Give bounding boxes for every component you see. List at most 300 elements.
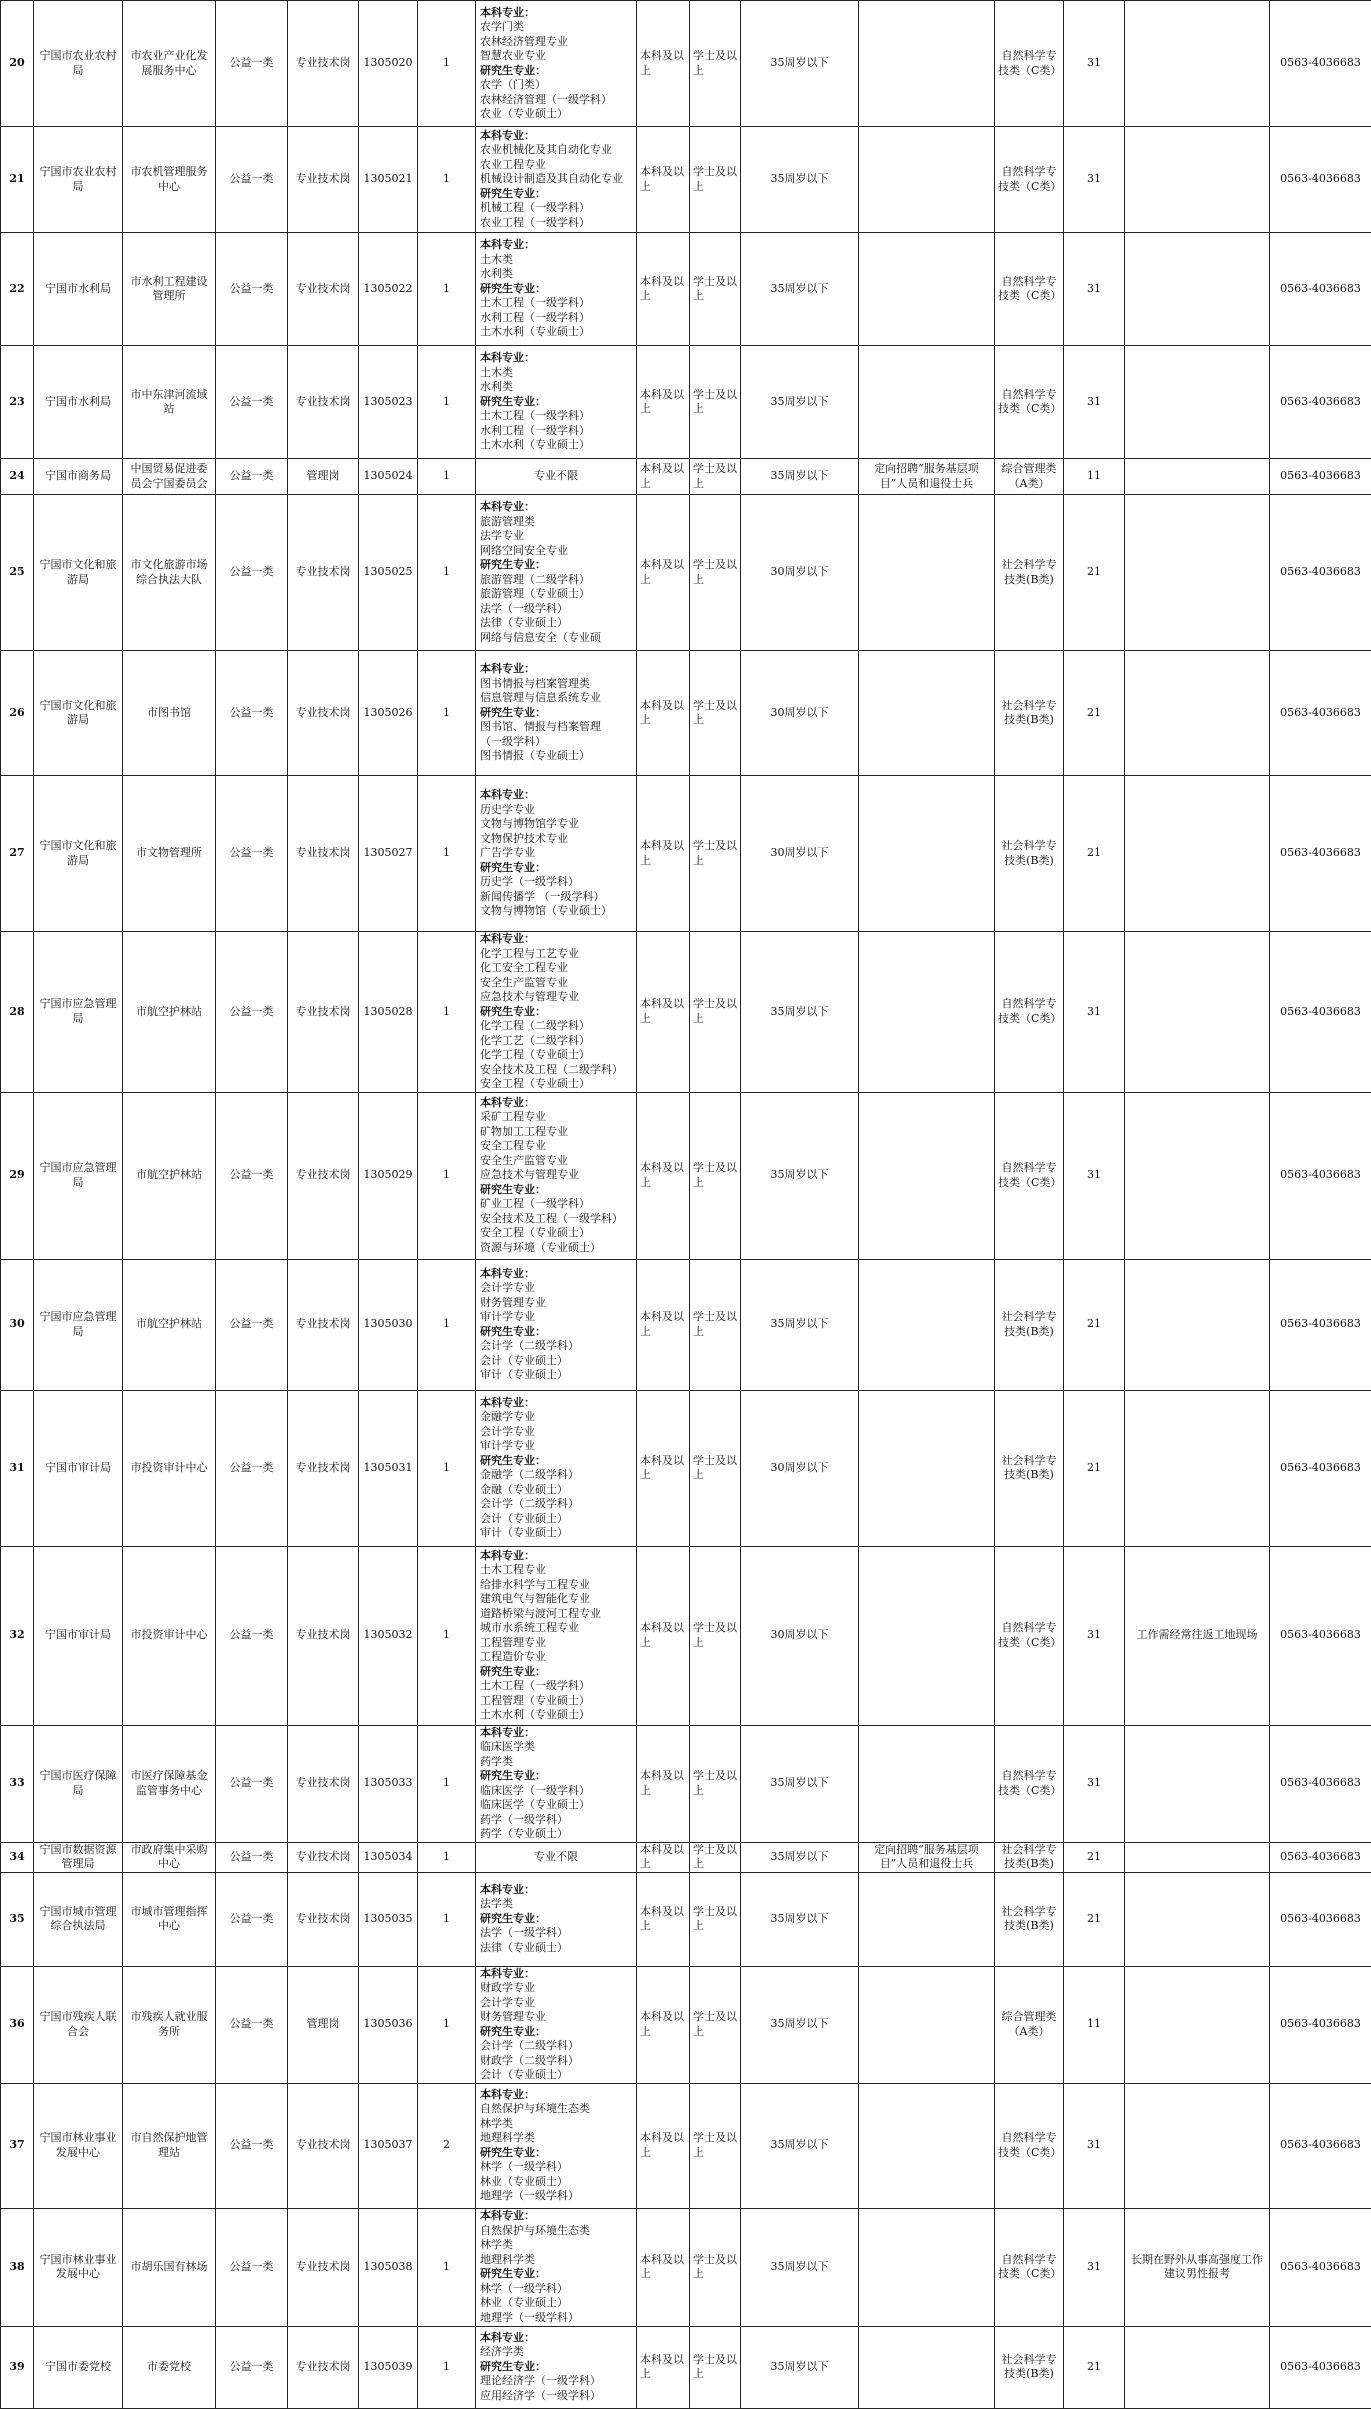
headcount-cell: 1 xyxy=(418,1725,476,1842)
major-line: 审计学专业 xyxy=(480,1439,633,1454)
other-requirement-cell xyxy=(859,1966,995,2083)
major-cell: 专业不限 xyxy=(476,1842,637,1872)
row-number: 30 xyxy=(1,1259,34,1390)
education-cell: 本科及以上 xyxy=(637,233,690,346)
exam-code-cell: 21 xyxy=(1064,1390,1125,1546)
unit-type-cell: 公益一类 xyxy=(216,2083,288,2208)
major-line: 研究生专业： xyxy=(480,64,633,79)
post-type-cell: 专业技术岗 xyxy=(288,1,359,127)
unit-type-cell: 公益一类 xyxy=(216,1,288,127)
row-number: 32 xyxy=(1,1546,34,1725)
major-line: 研究生专业： xyxy=(480,1769,633,1784)
age-cell: 35周岁以下 xyxy=(741,1842,859,1872)
major-cell xyxy=(476,1,637,127)
exam-category-cell: 自然科学专技类（C类） xyxy=(995,1725,1064,1842)
phone-cell: 0563-4036683 xyxy=(1270,1725,1371,1842)
major-line: 应用经济学（一级学科） xyxy=(480,2389,633,2404)
unit-type-cell: 公益一类 xyxy=(216,127,288,233)
major-line: 旅游管理（专业硕士） xyxy=(480,587,633,602)
age-cell: 30周岁以下 xyxy=(741,776,859,932)
exam-category-cell: 社会科学专技类(B类) xyxy=(995,1259,1064,1390)
post-type-cell: 管理岗 xyxy=(288,1966,359,2083)
headcount-cell: 1 xyxy=(418,459,476,495)
education-cell: 本科及以上 xyxy=(637,1842,690,1872)
exam-category-cell: 自然科学专技类（C类） xyxy=(995,932,1064,1093)
row-number: 36 xyxy=(1,1966,34,2083)
major-line: 安全技术及工程（二级学科） xyxy=(480,1063,633,1078)
headcount-cell: 1 xyxy=(418,776,476,932)
post-code-cell: 1305031 xyxy=(359,1390,418,1546)
major-line: 水利工程（一级学科） xyxy=(480,311,633,326)
major-line: 广告学专业 xyxy=(480,846,633,861)
major-line: 会计学（二级学科） xyxy=(480,1497,633,1512)
major-line: 会计学专业 xyxy=(480,1425,633,1440)
major-line: 化学工艺（二级学科） xyxy=(480,1034,633,1049)
note-cell: 工作需经常往返工地现场 xyxy=(1125,1546,1270,1725)
headcount-cell: 1 xyxy=(418,1259,476,1390)
major-line: 采矿工程专业 xyxy=(480,1110,633,1125)
major-line: 研究生专业： xyxy=(480,558,633,573)
major-line: 农学（门类） xyxy=(480,78,633,93)
age-cell: 35周岁以下 xyxy=(741,2208,859,2326)
major-line: 旅游管理（二级学科） xyxy=(480,573,633,588)
headcount-cell: 1 xyxy=(418,1546,476,1725)
table-row xyxy=(1,2083,1371,2208)
exam-code-cell: 31 xyxy=(1064,2083,1125,2208)
age-cell: 30周岁以下 xyxy=(741,1546,859,1725)
major-line: 工程管理（专业硕士） xyxy=(480,1694,633,1709)
table-row xyxy=(1,2326,1371,2408)
post-type-cell: 专业技术岗 xyxy=(288,651,359,776)
age-cell: 30周岁以下 xyxy=(741,651,859,776)
age-cell: 35周岁以下 xyxy=(741,1259,859,1390)
department-cell: 宁国市农业农村局 xyxy=(34,1,123,127)
post-type-cell: 专业技术岗 xyxy=(288,1546,359,1725)
education-cell: 本科及以上 xyxy=(637,1966,690,2083)
other-requirement-cell xyxy=(859,651,995,776)
other-requirement-cell xyxy=(859,495,995,651)
major-line: 研究生专业： xyxy=(480,395,633,410)
note-cell xyxy=(1125,1872,1270,1966)
major-line: 法律（专业硕士） xyxy=(480,1941,633,1956)
post-code-cell: 1305027 xyxy=(359,776,418,932)
unit-type-cell: 公益一类 xyxy=(216,1390,288,1546)
unit-cell: 市城市管理指挥中心 xyxy=(123,1872,216,1966)
major-line: 网络与信息安全（专业硕 xyxy=(480,631,633,646)
major-line: 土木工程专业 xyxy=(480,1563,633,1578)
major-line: 图书情报（专业硕士） xyxy=(480,749,633,764)
unit-cell: 市医疗保障基金监管事务中心 xyxy=(123,1725,216,1842)
education-cell: 本科及以上 xyxy=(637,651,690,776)
degree-cell: 学士及以上 xyxy=(690,127,741,233)
degree-cell: 学士及以上 xyxy=(690,1546,741,1725)
post-code-cell: 1305033 xyxy=(359,1725,418,1842)
post-type-cell: 专业技术岗 xyxy=(288,2326,359,2408)
unit-cell: 中国贸易促进委员会宁国委员会 xyxy=(123,459,216,495)
major-cell xyxy=(476,1390,637,1546)
note-cell xyxy=(1125,127,1270,233)
age-cell: 35周岁以下 xyxy=(741,2083,859,2208)
major-line: （一级学科） xyxy=(480,735,633,750)
major-line: 会计学专业 xyxy=(480,1996,633,2011)
post-type-cell: 专业技术岗 xyxy=(288,2083,359,2208)
education-cell: 本科及以上 xyxy=(637,346,690,459)
post-type-cell: 专业技术岗 xyxy=(288,1092,359,1259)
major-line: 工程造价专业 xyxy=(480,1650,633,1665)
major-line: 安全工程（专业硕士） xyxy=(480,1226,633,1241)
major-cell xyxy=(476,495,637,651)
education-cell: 本科及以上 xyxy=(637,127,690,233)
major-line: 本科专业： xyxy=(480,500,633,515)
major-line: 机械设计制造及其自动化专业 xyxy=(480,172,633,187)
major-line: 安全生产监管专业 xyxy=(480,1154,633,1169)
post-code-cell: 1305022 xyxy=(359,233,418,346)
row-number: 39 xyxy=(1,2326,34,2408)
phone-cell: 0563-4036683 xyxy=(1270,233,1371,346)
major-line: 本科专业： xyxy=(480,351,633,366)
table-row xyxy=(1,1725,1371,1842)
department-cell: 宁国市文化和旅游局 xyxy=(34,651,123,776)
table-row xyxy=(1,346,1371,459)
row-number: 37 xyxy=(1,2083,34,2208)
phone-cell: 0563-4036683 xyxy=(1270,459,1371,495)
age-cell: 35周岁以下 xyxy=(741,1966,859,2083)
major-line: 会计（专业硕士） xyxy=(480,1354,633,1369)
exam-category-cell: 社会科学专技类(B类) xyxy=(995,1842,1064,1872)
post-type-cell: 专业技术岗 xyxy=(288,1259,359,1390)
exam-code-cell: 31 xyxy=(1064,1092,1125,1259)
exam-category-cell: 自然科学专技类（C类） xyxy=(995,233,1064,346)
major-line: 林业（专业硕士） xyxy=(480,2296,633,2311)
headcount-cell: 2 xyxy=(418,2083,476,2208)
major-line: 会计学专业 xyxy=(480,1281,633,1296)
major-line: 财政学专业 xyxy=(480,1981,633,1996)
post-code-cell: 1305024 xyxy=(359,459,418,495)
major-line: 本科专业： xyxy=(480,662,633,677)
major-line: 土木工程（一级学科） xyxy=(480,409,633,424)
major-line: 地理科学类 xyxy=(480,2131,633,2146)
exam-code-cell: 31 xyxy=(1064,346,1125,459)
unit-cell: 市文化旅游市场综合执法大队 xyxy=(123,495,216,651)
major-line: 化学工程（专业硕士） xyxy=(480,1048,633,1063)
headcount-cell: 1 xyxy=(418,1842,476,1872)
education-cell: 本科及以上 xyxy=(637,2326,690,2408)
note-cell xyxy=(1125,1,1270,127)
major-cell xyxy=(476,651,637,776)
degree-cell: 学士及以上 xyxy=(690,932,741,1093)
note-cell xyxy=(1125,346,1270,459)
major-cell xyxy=(476,2326,637,2408)
major-line: 安全技术及工程（一级学科） xyxy=(480,1212,633,1227)
unit-type-cell: 公益一类 xyxy=(216,2208,288,2326)
other-requirement-cell: 定向招聘“服务基层项目”人员和退役士兵 xyxy=(859,1842,995,1872)
major-line: 文物与博物馆（专业硕士） xyxy=(480,904,633,919)
headcount-cell: 1 xyxy=(418,651,476,776)
major-line: 理论经济学（一级学科） xyxy=(480,2374,633,2389)
exam-code-cell: 31 xyxy=(1064,932,1125,1093)
exam-code-cell: 31 xyxy=(1064,1,1125,127)
post-type-cell: 专业技术岗 xyxy=(288,1725,359,1842)
headcount-cell: 1 xyxy=(418,1390,476,1546)
major-line: 安全工程专业 xyxy=(480,1139,633,1154)
headcount-cell: 1 xyxy=(418,2326,476,2408)
major-line: 本科专业： xyxy=(480,932,633,947)
table-row xyxy=(1,1872,1371,1966)
headcount-cell: 1 xyxy=(418,1966,476,2083)
table-row xyxy=(1,233,1371,346)
age-cell: 35周岁以下 xyxy=(741,1872,859,1966)
major-line: 林学类 xyxy=(480,2238,633,2253)
note-cell xyxy=(1125,233,1270,346)
age-cell: 35周岁以下 xyxy=(741,1,859,127)
degree-cell: 学士及以上 xyxy=(690,1092,741,1259)
department-cell: 宁国市审计局 xyxy=(34,1546,123,1725)
post-type-cell: 专业技术岗 xyxy=(288,127,359,233)
department-cell: 宁国市应急管理局 xyxy=(34,1259,123,1390)
row-number: 27 xyxy=(1,776,34,932)
exam-code-cell: 21 xyxy=(1064,651,1125,776)
exam-category-cell: 自然科学专技类（C类） xyxy=(995,1,1064,127)
education-cell: 本科及以上 xyxy=(637,932,690,1093)
education-cell: 本科及以上 xyxy=(637,776,690,932)
major-line: 金融（专业硕士） xyxy=(480,1483,633,1498)
major-line: 会计学（二级学科） xyxy=(480,1339,633,1354)
major-line: 临床医学类 xyxy=(480,1740,633,1755)
major-line: 药学类 xyxy=(480,1755,633,1770)
unit-cell: 市航空护林站 xyxy=(123,932,216,1093)
other-requirement-cell xyxy=(859,776,995,932)
note-cell xyxy=(1125,932,1270,1093)
exam-code-cell: 31 xyxy=(1064,2208,1125,2326)
row-number: 35 xyxy=(1,1872,34,1966)
other-requirement-cell xyxy=(859,1872,995,1966)
exam-category-cell: 自然科学专技类（C类） xyxy=(995,1546,1064,1725)
major-line: 自然保护与环境生态类 xyxy=(480,2102,633,2117)
major-cell xyxy=(476,1546,637,1725)
post-type-cell: 专业技术岗 xyxy=(288,1842,359,1872)
post-code-cell: 1305035 xyxy=(359,1872,418,1966)
unit-cell: 市胡乐国有林场 xyxy=(123,2208,216,2326)
other-requirement-cell xyxy=(859,233,995,346)
unit-cell: 市文物管理所 xyxy=(123,776,216,932)
table-row xyxy=(1,1390,1371,1546)
major-line: 土木水利（专业硕士） xyxy=(480,325,633,340)
major-line: 地理学（一级学科） xyxy=(480,2189,633,2204)
phone-cell: 0563-4036683 xyxy=(1270,346,1371,459)
headcount-cell: 1 xyxy=(418,127,476,233)
major-line: 历史学专业 xyxy=(480,803,633,818)
table-row xyxy=(1,1966,1371,2083)
exam-code-cell: 31 xyxy=(1064,233,1125,346)
major-line: 会计学（二级学科） xyxy=(480,2039,633,2054)
major-line: 自然保护与环境生态类 xyxy=(480,2224,633,2239)
unit-cell: 市投资审计中心 xyxy=(123,1390,216,1546)
major-line: 本科专业： xyxy=(480,6,633,21)
note-cell xyxy=(1125,1966,1270,2083)
exam-category-cell: 自然科学专技类（C类） xyxy=(995,1092,1064,1259)
other-requirement-cell xyxy=(859,932,995,1093)
note-cell xyxy=(1125,495,1270,651)
major-line: 地理学（一级学科） xyxy=(480,2311,633,2326)
phone-cell: 0563-4036683 xyxy=(1270,2326,1371,2408)
major-line: 本科专业： xyxy=(480,1396,633,1411)
education-cell: 本科及以上 xyxy=(637,1259,690,1390)
unit-type-cell: 公益一类 xyxy=(216,1259,288,1390)
major-line: 药学（一级学科） xyxy=(480,1813,633,1828)
major-line: 农业工程专业 xyxy=(480,158,633,173)
unit-cell: 市中东津河流域站 xyxy=(123,346,216,459)
major-line: 临床医学（专业硕士） xyxy=(480,1798,633,1813)
age-cell: 30周岁以下 xyxy=(741,495,859,651)
department-cell: 宁国市林业事业发展中心 xyxy=(34,2083,123,2208)
major-line: 水利类 xyxy=(480,267,633,282)
major-line: 本科专业： xyxy=(480,2331,633,2346)
post-code-cell: 1305037 xyxy=(359,2083,418,2208)
major-line: 研究生专业： xyxy=(480,2360,633,2375)
major-line: 建筑电气与智能化专业 xyxy=(480,1592,633,1607)
unit-type-cell: 公益一类 xyxy=(216,1842,288,1872)
major-line: 研究生专业： xyxy=(480,1183,633,1198)
major-cell xyxy=(476,2083,637,2208)
exam-category-cell: 社会科学专技类(B类) xyxy=(995,495,1064,651)
table-row xyxy=(1,651,1371,776)
exam-code-cell: 21 xyxy=(1064,776,1125,932)
exam-code-cell: 31 xyxy=(1064,1725,1125,1842)
post-code-cell: 1305038 xyxy=(359,2208,418,2326)
exam-category-cell: 自然科学专技类（C类） xyxy=(995,346,1064,459)
major-line: 化学工程与工艺专业 xyxy=(480,947,633,962)
headcount-cell: 1 xyxy=(418,233,476,346)
major-line: 水利工程（一级学科） xyxy=(480,424,633,439)
degree-cell: 学士及以上 xyxy=(690,233,741,346)
major-line: 土木水利（专业硕士） xyxy=(480,438,633,453)
other-requirement-cell: 定向招聘“服务基层项目”人员和退役士兵 xyxy=(859,459,995,495)
row-number: 23 xyxy=(1,346,34,459)
other-requirement-cell xyxy=(859,1390,995,1546)
post-type-cell: 专业技术岗 xyxy=(288,1872,359,1966)
exam-category-cell: 社会科学专技类(B类) xyxy=(995,651,1064,776)
major-line: 研究生专业： xyxy=(480,861,633,876)
major-line: 审计（专业硕士） xyxy=(480,1368,633,1383)
major-line: 水利类 xyxy=(480,380,633,395)
table-row xyxy=(1,776,1371,932)
degree-cell: 学士及以上 xyxy=(690,1966,741,2083)
major-line: 资源与环境（专业硕士） xyxy=(480,1241,633,1256)
education-cell: 本科及以上 xyxy=(637,1546,690,1725)
major-line: 土木工程（一级学科） xyxy=(480,296,633,311)
major-line: 地理科学类 xyxy=(480,2253,633,2268)
table-row xyxy=(1,127,1371,233)
phone-cell: 0563-4036683 xyxy=(1270,932,1371,1093)
post-type-cell: 专业技术岗 xyxy=(288,346,359,459)
unit-type-cell: 公益一类 xyxy=(216,1546,288,1725)
major-line: 土木水利（专业硕士） xyxy=(480,1708,633,1723)
department-cell: 宁国市文化和旅游局 xyxy=(34,495,123,651)
other-requirement-cell xyxy=(859,1725,995,1842)
post-type-cell: 专业技术岗 xyxy=(288,1390,359,1546)
unit-type-cell: 公益一类 xyxy=(216,932,288,1093)
unit-cell: 市航空护林站 xyxy=(123,1259,216,1390)
exam-code-cell: 31 xyxy=(1064,127,1125,233)
major-line: 安全工程（专业硕士） xyxy=(480,1077,633,1092)
education-cell: 本科及以上 xyxy=(637,2208,690,2326)
education-cell: 本科及以上 xyxy=(637,2083,690,2208)
major-line: 研究生专业： xyxy=(480,1665,633,1680)
row-number: 21 xyxy=(1,127,34,233)
major-line: 金融学（二级学科） xyxy=(480,1468,633,1483)
unit-type-cell: 公益一类 xyxy=(216,346,288,459)
major-line: 矿业工程（一级学科） xyxy=(480,1197,633,1212)
exam-category-cell: 自然科学专技类（C类） xyxy=(995,127,1064,233)
major-cell xyxy=(476,1725,637,1842)
other-requirement-cell xyxy=(859,2326,995,2408)
major-cell xyxy=(476,776,637,932)
major-line: 林业（专业硕士） xyxy=(480,2175,633,2190)
department-cell: 宁国市林业事业发展中心 xyxy=(34,2208,123,2326)
phone-cell: 0563-4036683 xyxy=(1270,1872,1371,1966)
unit-type-cell: 公益一类 xyxy=(216,1092,288,1259)
note-cell: 长期在野外从事高强度工作建议男性报考 xyxy=(1125,2208,1270,2326)
major-line: 金融学专业 xyxy=(480,1410,633,1425)
unit-type-cell: 公益一类 xyxy=(216,459,288,495)
major-line: 化学工程（二级学科） xyxy=(480,1019,633,1034)
phone-cell: 0563-4036683 xyxy=(1270,1966,1371,2083)
age-cell: 35周岁以下 xyxy=(741,233,859,346)
age-cell: 35周岁以下 xyxy=(741,932,859,1093)
unit-type-cell: 公益一类 xyxy=(216,776,288,932)
post-type-cell: 专业技术岗 xyxy=(288,233,359,346)
degree-cell: 学士及以上 xyxy=(690,2326,741,2408)
major-line: 研究生专业： xyxy=(480,1912,633,1927)
degree-cell: 学士及以上 xyxy=(690,1725,741,1842)
note-cell xyxy=(1125,776,1270,932)
major-cell: 专业不限 xyxy=(476,459,637,495)
major-cell xyxy=(476,2208,637,2326)
row-number: 25 xyxy=(1,495,34,651)
row-number: 31 xyxy=(1,1390,34,1546)
major-line: 应急技术与管理专业 xyxy=(480,990,633,1005)
degree-cell: 学士及以上 xyxy=(690,1842,741,1872)
education-cell: 本科及以上 xyxy=(637,1872,690,1966)
phone-cell: 0563-4036683 xyxy=(1270,1546,1371,1725)
row-number: 20 xyxy=(1,1,34,127)
unit-cell: 市农业产业化发展服务中心 xyxy=(123,1,216,127)
row-number: 33 xyxy=(1,1725,34,1842)
row-number: 22 xyxy=(1,233,34,346)
major-line: 道路桥梁与渡河工程专业 xyxy=(480,1607,633,1622)
major-line: 土木工程（一级学科） xyxy=(480,1679,633,1694)
major-line: 本科专业： xyxy=(480,1967,633,1982)
major-line: 农业（专业硕士） xyxy=(480,107,633,122)
major-line: 农业机械化及其自动化专业 xyxy=(480,143,633,158)
degree-cell: 学士及以上 xyxy=(690,2083,741,2208)
phone-cell: 0563-4036683 xyxy=(1270,776,1371,932)
degree-cell: 学士及以上 xyxy=(690,495,741,651)
phone-cell: 0563-4036683 xyxy=(1270,1,1371,127)
note-cell xyxy=(1125,1259,1270,1390)
department-cell: 宁国市应急管理局 xyxy=(34,932,123,1093)
department-cell: 宁国市委党校 xyxy=(34,2326,123,2408)
exam-code-cell: 31 xyxy=(1064,1546,1125,1725)
note-cell xyxy=(1125,1725,1270,1842)
major-line: 林学（一级学科） xyxy=(480,2282,633,2297)
degree-cell: 学士及以上 xyxy=(690,1,741,127)
unit-cell: 市航空护林站 xyxy=(123,1092,216,1259)
unit-cell: 市投资审计中心 xyxy=(123,1546,216,1725)
major-line: 文物与博物馆学专业 xyxy=(480,817,633,832)
major-line: 农林经济管理专业 xyxy=(480,35,633,50)
major-line: 财务管理专业 xyxy=(480,1296,633,1311)
